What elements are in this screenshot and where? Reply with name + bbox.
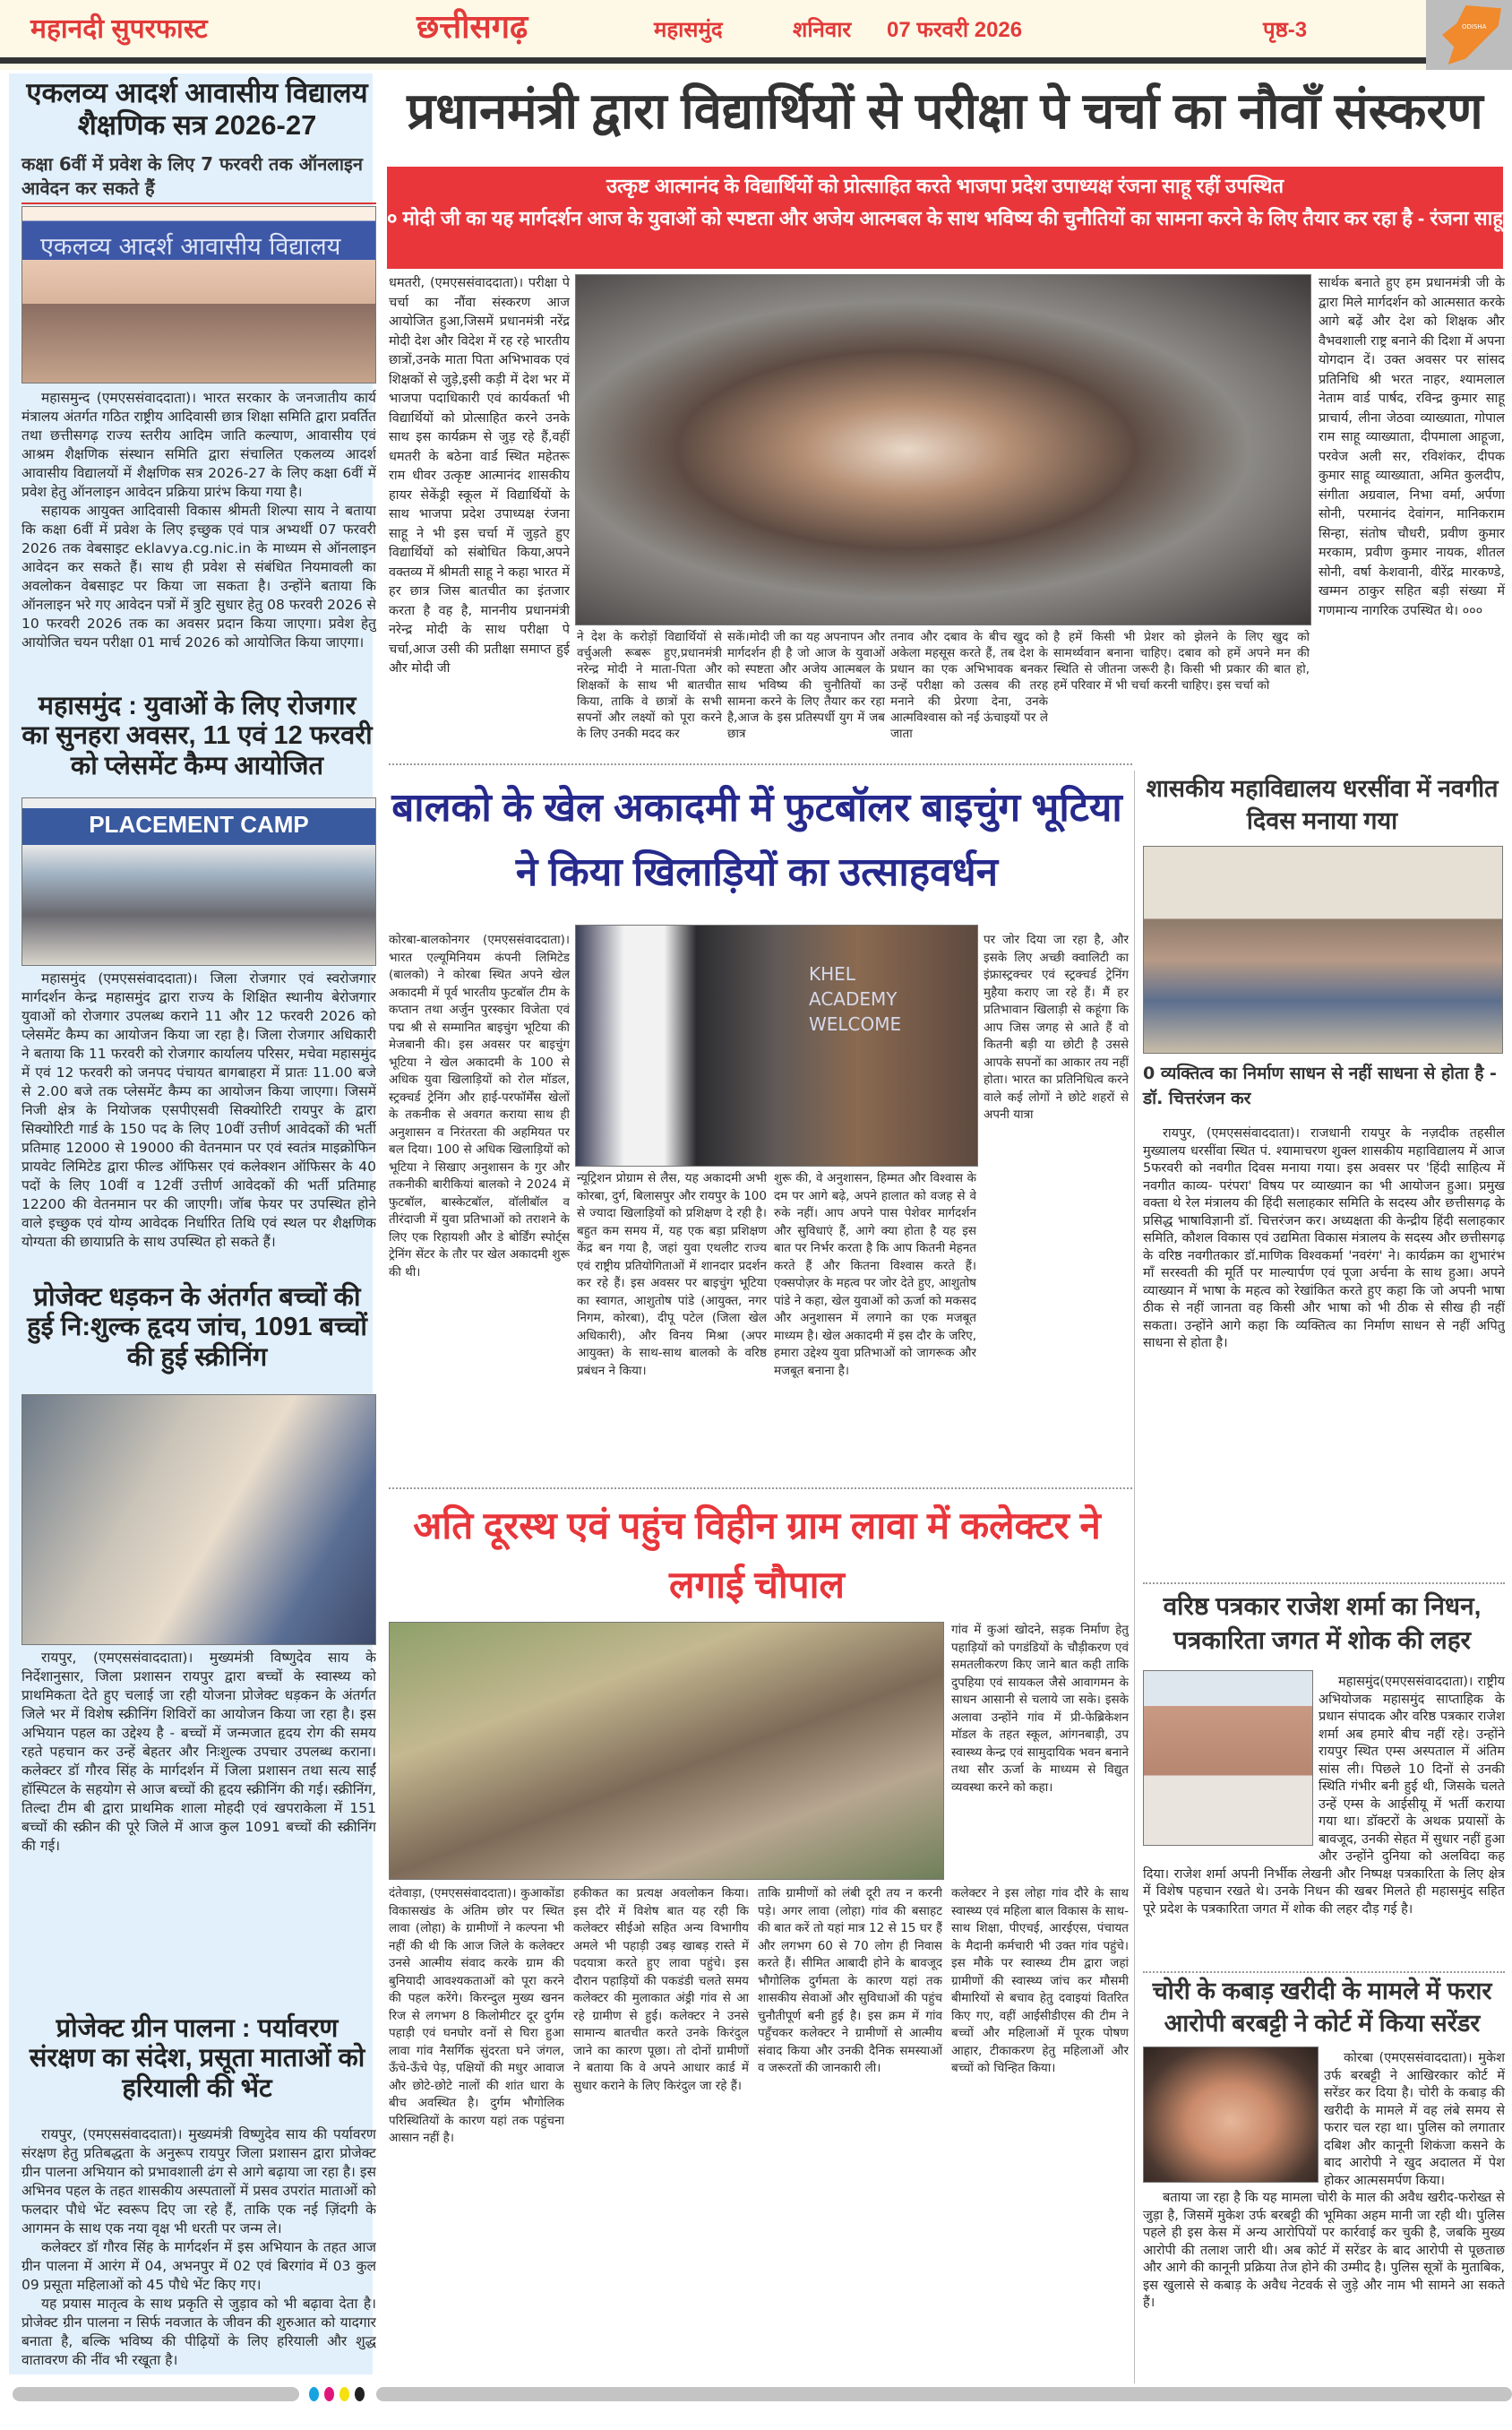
academy-banner-text: KHEL ACADEMY WELCOME (809, 963, 902, 1035)
paragraph: यह प्रयास मातृत्व के साथ प्रकृति से जुड़ाव को भी बढ़ावा देता है। प्रोजेक्ट ग्रीन पालना न सिर्फ नवजात के जीवन की शुरुआत को यादगार बनाता है, बल्कि भविष्य की पीढ़ियों के लिए हरियाली और शुद्ध वातावरण की नींव भी रखूता है। (21, 2296, 376, 2368)
eklavya-school-photo (21, 206, 376, 383)
banner-text: PLACEMENT CAMP (89, 811, 309, 838)
lead-column-2: ने देश के करोड़ों विद्यार्थियों से वर्चुअली रूबरू हुए,प्रधानमंत्री नरेन्द्र मोदी ने माता-पिता और शिक्षकों के साथ भी बातचीत किया, ताकि वे छात्रों के सभी सपनों और लक्ष्यों को पूरा करने के लिए उनकी मदद कर (577, 630, 722, 741)
paragraph: सहायक आयुक्त आदिवासी विकास श्रीमती शिल्पा साय ने बताया कि कक्षा 6वीं में प्रवेश के लिए इच्छुक एवं पात्र अभ्यर्थी 07 फरवरी 2026 तक वेबसाइट eklavya.cg.nic.in के माध्यम से ऑनलाइन आवेदन कर सकते हैं। साथ ही प्रवेश से संबंधित नियमावली का अवलोकन वेबसाइट पर किया जा सकता है। उन्होंने बताया कि ऑनलाइन भरे गए आवेदन पत्रों में त्रुटि सुधार हेतु 08 फरवरी 2026 से 10 फरवरी 2026 तक का अवसर प्रदान किया जाएगा। प्रवेश हेतु आयोजित चयन परीक्षा 01 मार्च 2026 को आयोजित किया जाएगा। (21, 503, 376, 651)
heart-screening-photo (21, 1394, 376, 1645)
lead-photo-modi-with-students (575, 274, 1311, 625)
page-number: पृष्ठ-3 (1263, 18, 1308, 42)
dhadkan-body (21, 1649, 376, 2007)
lead-quote: ० मोदी जी का यह मार्गदर्शन आज के युवाओं को स्पष्टता और अजेय आत्मबल के साथ भविष्य की चुनौतियों का सामना करने के लिए तैयार कर रहा है - रंजना साहू (387, 207, 1503, 229)
eklavya-headline: एकलव्य आदर्श आवासीय विद्यालय शैक्षणिक सत्र 2026-27 (26, 77, 368, 141)
dharsiwa-headline: शासकीय महाविद्यालय धरसींवा में नवगीत दिवस मनाया गया (1146, 775, 1499, 834)
map-label: ODISHA (1462, 23, 1487, 30)
placement-headline: महासमुंद : युवाओं के लिए रोजगार का सुनहरा अवसर, 11 एवं 12 फरवरी को प्लेसमेंट कैम्प आयोजित (21, 692, 373, 780)
column-rule (1134, 771, 1135, 2383)
divider (389, 1487, 1132, 1489)
paragraph: रायपुर, (एमएससंवाददाता)। मुख्यमंत्री विष्णुदेव साय के निर्देशानुसार, जिला प्रशासन रायपुर द्वारा बच्चों के स्वास्थ्य को प्राथमिकता देते हुए चलाई जा रही योजना प्रोजेक्ट धड़कन के अंतर्गत जिले भर में विशेष स्क्रीनिंग शिविरों का आयोजन किया जा रहा है। इस अभियान पहल का उद्देश्य है - बच्चों में जन्मजात हृदय रोग की समय रहते पहचान कर उन्हें बेहतर और निःशुल्क उपचार उपलब्ध कराना। कलेक्टर डॉ गौरव सिंह के मार्गदर्शन में जिला प्रशासन तथा सत्य साईं हॉस्पिटल के सहयोग से आज बच्चों की हृदय स्क्रीनिंग की गई। स्क्रीनिंग, तिल्दा टीम बी द्वारा प्राथमिक शाला मोहदी एवं खपराकेला में 151 बच्चों की स्क्रीन की पूरे जिले में आज कुल 1091 बच्चों की स्क्रीनिंग की गई। (21, 1650, 376, 1854)
paragraph: बताया जा रहा है कि यह मामला चोरी के माल की अवैध खरीद-फरोख्त से जुड़ा है, जिसमें मुकेश उर्फ बरबट्टी की भूमिका अहम मानी जा रही थी। पुलिस पहले ही इस केस में अन्य आरोपियों पर कार्रवाई कर चुकी है, जबकि मुख्य आरोपी की तलाश जारी थी। अब कोर्ट में सरेंडर के बाद आरोपी से पूछताछ और आगे की कानूनी प्रक्रिया तेज होने की उम्मीद है। पुलिस सूत्रों के मुताबिक, इस खुलासे से कबाड़ के अवैध नेटवर्क से जुड़े और नाम भी सामने आ सकते हैं। (1143, 2191, 1505, 2310)
lawa-column-4: कलेक्टर ने इस लोहा गांव दौरे के साथ स्वास्थ्य एवं महिला बाल विकास के साथ-साथ शिक्षा, पीएचई, आरईएस, पंचायत के मैदानी कर्मचारी भी उक्त गांव पहुंचे। इस मौके पर स्वास्थ्य टीम द्वारा जहां ग्रामीणों की स्वास्थ्य जांच कर मौसमी बीमारियों से बचाव हेतु दवाइयां वितरित किए गए, वहीं आईसीडीएस की टीम ने बच्चों और महिलाओं में पूरक पोषण आहार, टीकाकरण हेतु महिलाओं और बच्चों को चिन्हित किया। (951, 1886, 1129, 2075)
dhadkan-headline: प्रोजेक्ट धड़कन के अंतर्गत बच्चों की हुई नि:शुल्क हृदय जांच, 1091 बच्चों की हुई स्क्रीनिंग (27, 1283, 367, 1372)
lawa-chaupal-photo (389, 1622, 944, 1880)
school-sign-text: एकलव्य आदर्श आवासीय विद्यालय (40, 233, 341, 261)
lawa-headline: अति दूरस्थ एवं पहुंच विहीन ग्राम लावा में कलेक्टर ने लगाई चौपाल (413, 1504, 1101, 1606)
lead-column-6: सार्थक बनाते हुए हम प्रधानमंत्री जी के द्वारा मिले मार्गदर्शन को आत्मसात करके आगे बढ़ें और देश को शिक्षक और वैभवशाली राष्ट्र बनाने की दिशा में अपना योगदान दें। उक्त अवसर पर सांसद प्रतिनिधि श्री भरत नाहर, श्यामलाल नेताम वार्ड पार्षद, रविन्द्र कुमार साहू प्राचार्य, लीना जेठवा व्याख्याता, गोपाल राम साहू व्याख्याता, दीपमाला आहूजा, परवेज अली सर, रविशंकर, दीपक कुमार साहू व्याख्याता, अमित कुलदीप, संगीता अग्रवाल, निभा वर्मा, अर्पणा सोनी, परमानंद देवांगन, मानिकराम सिन्हा, संतोष चौधरी, प्रवीण कुमार मरकाम, प्रवीण कुमार नायक, शीतल सोनी, वर्षा केशवानी, वीरेंद्र मारकण्डे, खम्मन ठाकुर सहित बड़ी संख्या में गणमान्य नागरिक उपस्थित थे। ००० (1319, 276, 1505, 618)
newspaper-name: महानदी सुपरफास्ट (30, 14, 208, 44)
section-name: छत्तीसगढ़ (417, 8, 528, 45)
eklavya-subhead: कक्षा 6वीं में प्रवेश के लिए 7 फरवरी तक ऑनलाइन आवेदन कर सकते हैं (21, 152, 376, 204)
lawa-column-side: गांव में कुआं खोदने, सड़क निर्माण हेतु पहाड़ियों को पगडंडियों के चौड़ीकरण एवं समतलीकरण किए जाने बात कही ताकि दुपहिया एवं सायकल जैसे आवागमन के साधन आसानी से चलाये जा सके। इसके अलावा उन्होंने गांव में प्री-फेब्रिकेशन मॉडल के तहत स्कूल, आंगनबाड़ी, उप स्वास्थ्य केन्द्र एवं सामुदायिक भवन बनाने तथा सौर ऊर्जा के माध्यम से विद्युत व्यवस्था करने को कहा। (951, 1623, 1129, 1795)
balco-photo-bhutia (575, 925, 978, 1167)
green-palna-body (21, 2125, 376, 2369)
paragraph: रायपुर, (एमएससंवाददाता)। राजधानी रायपुर के नज़दीक तहसील मुख्यालय धरसींवा स्थित पं. श्यामाचरण शुक्ल शासकीय महाविद्यालय में आज 5फरवरी को नवगीत दिवस मनाया गया। इस अवसर पर 'हिंदी साहित्य में नवगीत काव्य- परंपरा' विषय पर व्याख्यान का भी आयोजन हुआ। प्रमुख वक्ता थे रेल मंत्रालय की हिंदी सलाहकार समिति के सदस्य और छत्तीसगढ़ के प्रसिद्ध भाषाविज्ञानी डॉ. चित्तरंजन कर। अध्यक्षता की केन्द्रीय हिंदी सलाहकार समिति, कौशल विकास एवं उद्यमिता विकास मंत्रालय के सदस्य और छत्तीसगढ़ के वरिष्ठ नवगीतकार डॉ.माणिक विश्वकर्मा 'नवरंग' ने। कार्यक्रम का शुभारंभ माँ सरस्वती की मूर्ति पर माल्यार्पण एवं पूजा अर्चना के साथ हुआ। अपने व्याख्यान में भाषा के महत्व को रेखांकित करते हुए कहा कि जो अपनी भाषा ठीक से नहीं जानता वह किसी और भाषा को भी ठीक से सीख ही नहीं सकता। उन्होंने आगे कहा कि व्यक्तित्व का निर्माण साधन से नहीं अपितु साधना से होता है। (1143, 1126, 1505, 1350)
lead-deck: उत्कृष्ट आत्मानंद के विद्यार्थियों को प्रोत्साहित करते भाजपा प्रदेश उपाध्यक्ष रंजना साहू रहीं उपस्थित (606, 175, 1284, 197)
paragraph: महासमुंद(एमएससंवाददाता)। राष्ट्रीय अभियोजक महासमुंद साप्ताहिक के प्रधान संपादक और वरिष्ठ पत्रकार राजेश शर्मा अब हमारे बीच नहीं रहे। उन्होंने रायपुर स्थित एम्स अस्पताल में अंतिम सांस ली। पिछले 10 दिनों से उनकी स्थिति गंभीर बनी हुई थी, जिसके चलते उन्हें एम्स के आईसीयू में भर्ती कराया गया था। डॉक्टरों के अथक प्रयासों के बावजूद, उनकी सेहत में सुधार नहीं हुआ और उन्होंने दुनिया को अलविदा कह दिया। राजेश शर्मा अपनी निर्भीक लेखनी और निष्पक्ष पत्रकारिता के लिए क्षेत्र में विशेष पहचान रखते थे। उनके निधन की खबर मिलते ही महासमुंद सहित पूरे प्रदेश के पत्रकारिता जगत में शोक की लहर दौड़ गई है। (1143, 1675, 1505, 1917)
paragraph: महासमुंद (एमएससंवाददाता)। जिला रोजगार एवं स्वरोजगार मार्गदर्शन केन्द्र महासमुंद द्वारा राज्य के शिक्षित स्थानीय बेरोजगार युवाओं को रोजगार उपलब्ध कराने 11 और 12 फरवरी 2026 को प्लेसमेंट कैम्प का आयोजन किया जा रहा है। जिला रोजगार अधिकारी ने बताया कि 11 फरवरी को रोजगार कार्यालय परिसर, मचेवा महासमुंद में एवं 12 फरवरी को जनपद पंचायत बागबाहरा में प्रातः 11.00 बजे से 2.00 बजे तक प्लेसमेंट कैम्प का आयोजन किया जाएगा। जिसमें निजी क्षेत्र के नियोजक एसपीएसवी सिक्योरिटी रायपुर के द्वारा सिक्योरिटी गार्ड के 150 पद के लिए 10वीं उत्तीर्ण आवेदकों की भर्ती प्रतिमाह 12000 से 19000 की वेतनमान पर एवं स्वतंत्र माइक्रोफिन प्रायवेट लिमिटेड द्वारा फील्ड ऑफिसर एवं कलेक्शन ऑफिसर के 40 पदों के लिए 10वीं व 12वीं उत्तीर्ण आवेदकों की भर्ती प्रतिमाह 12200 की वेतनमान पर की जाएगी। जॉब फेयर पर उपस्थित होने वाले इच्छुक एवं योग्य आवेदक निर्धारित तिथि एवं स्थल पर शैक्षणिक योग्यता की छायाप्रति के साथ उपस्थित हो सकते हैं। (21, 970, 376, 1250)
black-dot-icon (355, 2387, 365, 2401)
paragraph: कलेक्टर डॉ गौरव सिंह के मार्गदर्शन में इस अभियान के तहत आज ग्रीन पालना में आरंग में 04, अभनपुर में 02 एवं बिरगांव में 03 कुल 09 प्रसूता महिलाओं को 45 पौधे भेंट किए गए। (21, 2239, 376, 2293)
divider (389, 763, 1132, 765)
paragraph: महासमुन्द (एमएससंवाददाता)। भारत सरकार के जनजातीय कार्य मंत्रालय अंतर्गत गठित राष्ट्रीय आदिवासी छात्र शिक्षा समिति द्वारा प्रवर्तित तथा छत्तीसगढ़ राज्य स्तरीय आदिम जाति कल्याण, आवासीय एवं आश्रम शैक्षणिक संस्थान समिति द्वारा संचालित एकलव्य आदर्श आवासीय विद्यालयों में शैक्षणिक सत्र 2026-27 के लिए कक्षा 6वीं में प्रवेश हेतु ऑनलाइन आवेदन प्रक्रिया प्रारंभ किया गया है। (21, 390, 376, 500)
lawa-column-3: ताकि ग्रामीणों को लंबी दूरी तय न करनी पड़े। अगर लावा (लोहा) गांव की बसाहट की बात करें तो यहां मात्र 12 से 15 घर हैं और लगभग 60 से 70 लोग ही निवास करते हैं। सीमित आबादी होने के बावजूद भौगोलिक दुर्गमता के कारण यहां तक शासकीय सेवाओं और सुविधाओं की पहुंच चुनौतीपूर्ण बनी हुई है। इस क्रम में गांव पहुँचकर कलेक्टर ने ग्रामीणों से आत्मीय संवाद किया और उनकी दैनिक समस्याओं व जरूरतों की जानकारी ली। (758, 1886, 942, 2075)
placement-camp-photo (21, 797, 376, 966)
theft-case-headline: चोरी के कबाड़ खरीदी के मामले में फरार आरोपी बरबट्टी ने कोर्ट में किया सरेंडर (1152, 1978, 1492, 2037)
lead-column-5: है हमें किसी भी प्रेशर को झेलने के लिए खुद को सामर्थ्यवान बनाना चाहिए। दबाव को हमें अपने मन की स्थिति से जीतना जरूरी है। किसी भी प्रकार की बात हो, हमें परिवार में भी चर्चा करनी चाहिए। इस चर्चा को (1053, 630, 1310, 693)
dharsiwa-group-photo (1143, 846, 1503, 1054)
balco-headline: बालको के खेल अकादमी में फुटबॉलर बाइचुंग भूटिया ने किया खिलाड़ियों का उत्साहवर्धन (391, 786, 1122, 894)
dharsiwa-subhead: 0 व्यक्तित्व का निर्माण साधन से नहीं साधना से होता है - डॉ. चित्तरंजन कर (1143, 1064, 1497, 1108)
state-map-icon (1426, 0, 1512, 70)
divider (1143, 1971, 1505, 1973)
lawa-column-2: हकीकत का प्रत्यक्ष अवलोकन किया। इस दौरे में विशेष बात यह रही कि कलेक्टर सीईओ सहित अन्य विभागीय अमले भी पहाड़ी उबड़ खाबड़ रास्ते में पदयात्रा करते हुए लावा पहुंचे। इस दौरान पहाड़ियों की पकडंडी चलते समय कलेक्टर की मुलाकात अंड्री गांव से आ रहे ग्रामीण से हुई। कलेक्टर ने उनसे सामान्य बातचीत करते उनके किरंदुल जाने का कारण पूछा। तो दोनों ग्रामीणों ने बताया कि वे अपने आधार कार्ड में सुधार कराने के लिए किरंदुल जा रहे हैं। (573, 1886, 749, 2093)
dharsiwa-body (1143, 1125, 1505, 1564)
lead-column-3: सकें।मोदी जी का यह अपनापन और मार्गदर्शन ही है जो आज के युवाओं को स्पष्टता और अजेय आत्मबल के साथ भविष्य की चुनौतियों का सामना करने के लिए तैयार कर रहा है,आज के इस प्रतिस्पर्धी युग में जब छात्र (727, 630, 885, 741)
date: 07 फरवरी 2026 (887, 18, 1023, 42)
paragraph: कोरबा (एमएससंवाददाता)। मुकेश उर्फ बरबट्टी ने आखिरकार कोर्ट में सरेंडर कर दिया है। चोरी के कबाड़ की खरीदी के मामले में वह लंबे समय से फरार चल रहा था। पुलिस को लगातार दबिश और कानूनी शिकंजा कसने के बाद आरोपी ने खुद अदालत में पेश होकर आत्मसमर्पण किया। (1324, 2051, 1505, 2188)
cyan-dot-icon (309, 2387, 319, 2401)
edition-city: महासमुंद (654, 18, 723, 42)
balco-column-3: शुरू की, वे अनुशासन, हिम्मत और विश्वास के दम पर आगे बढ़े, अपने हालात को वजह से वे रुके नहीं। आप अपने पास पेशेवर मार्गदर्शन और सुविधाएं हैं, आगे क्या होता है यह इस बात पर निर्भर करता है कि आप कितनी मेहनत करते हैं और कितना विश्वास करते हैं। एक्सपोज़र के महत्व पर जोर देते हुए, आशुतोष पांडे ने कहा, खेल युवाओं को ऊर्जा को मकसद और अनुशासन में लगाने का एक मजबूत माध्यम है। खेल अकादमी में इस दौर के जरिए, हमारा उद्देश्य युवा प्रतिभाओं को जागरूक और मजबूत बनाना है। (774, 1171, 976, 1378)
paragraph: रायपुर, (एमएससंवाददाता)। मुख्यमंत्री विष्णुदेव साय की पर्यावरण संरक्षण हेतु प्रतिबद्धता के अनुरूप रायपुर जिला प्रशासन द्वारा प्रोजेक्ट ग्रीन पालना अभियान को प्रभावशाली ढंग से आगे बढ़ाया जा रहा है। इस अभिनव पहल के तहत शासकीय अस्पतालों में प्रसव उपरांत माताओं को फलदार पौधे भेंट स्वरूप दिए जा रहे हैं, ताकि एक नई ज़िंदगी के आगमन के साथ एक नया वृक्ष भी धरती पर जन्म ले। (21, 2126, 376, 2236)
balco-column-1: कोरबा-बालकोनगर (एमएससंवाददाता)। भारत एल्यूमिनियम कंपनी लिमिटेड (बालको) ने कोरबा स्थित अपने खेल अकादमी में पूर्व भारतीय फुटबॉल टीम के कप्तान तथा अर्जुन पुरस्कार विजेता एवं पद्म श्री से सम्मानित बाइचुंग भूटिया की मेजबानी की। इस अवसर पर बाइचुंग भूटिया ने खेल अकादमी के 100 से अधिक युवा खिलाड़ियों को रोल मॉडल, स्ट्रक्चर्ड ट्रेनिंग और हाई-परफॉर्मेंस खेलों के तकनीक से अवगत कराया साथ ही अनुशासन व निरंतरता की अहमियत पर बल दिया। 100 से अधिक खिलाड़ियों को भूटिया ने सिखाए अनुशासन के गुर और तकनीकी बारीकियां बालको ने 2024 में फुटबॉल, बास्केटबॉल, वॉलीबॉल व तीरंदाजी में युवा प्रतिभाओं को तराशने के लिए एक रिहायशी और डे बोर्डिंग स्पोर्ट्स ट्रेनिंग सेंटर के तौर पर खेल अकादमी शुरू की थी। (389, 933, 570, 1280)
magenta-dot-icon (324, 2387, 334, 2401)
print-bar (13, 2387, 299, 2401)
green-palna-headline: प्रोजेक्ट ग्रीन पालना : पर्यावरण संरक्षण का संदेश, प्रसूता माताओं को हरियाली की भेंट (29, 2014, 365, 2103)
lead-column-1: धमतरी, (एमएससंवाददाता)। परीक्षा पे चर्चा का नौंवा संस्करण आज आयोजित हुआ,जिसमें प्रधानमंत्री नरेंद्र मोदी देश और विदेश में रह रहे भारतीय छात्रों,उनके माता पिता अभिभावक एवं शिक्षकों से जुड़े,इसी कड़ी में देश भर में भाजपा पदाधिकारी एवं कार्यकर्ता भी विद्यार्थियों को प्रोत्साहित करने उनके साथ इस कार्यक्रम से जुड़ रहे हैं,वहीं धमतरी के बठेना वार्ड स्थित महेतरू राम धीवर उत्कृष्ट आत्मानंद शासकीय हायर सेकेंड्री स्कूल में विद्यार्थियों के साथ भाजपा प्रदेश उपाध्यक्ष रंजना साहू ने भी इस चर्चा में जुड़ते हुए विद्यार्थियों को संबोधित किया,अपने वक्तव्य में श्रीमती साहू ने कहा भारत में हर छात्र जिस बातचीत का इंतजार करता है वह है, माननीय प्रधानमंत्री नरेन्द्र मोदी के साथ परीक्षा पे चर्चा,आज उसी की प्रतीक्षा समाप्त हुई और मोदी जी (389, 276, 570, 676)
left-column (9, 73, 376, 2374)
day: शनिवार (793, 18, 852, 42)
balco-column-2: न्यूट्रिशन प्रोग्राम से लैस, यह अकादमी अभी कोरबा, दुर्ग, बिलासपुर और रायपुर के 100 से ज्यादा खिलाड़ियों को प्रशिक्षण दे रही है। बहुत कम समय में, यह एक बड़ा प्रशिक्षण केंद्र बन गया है, जहां युवा एथलीट राज्य एवं राष्ट्रीय प्रतियोगिताओं में शानदार प्रदर्शन कर रहे हैं। इस अवसर पर बाइचुंग भूटिया का स्वागत, आशुतोष पांडे (आयुक्त, नगर निगम, कोरबा), दीपू पटेल (जिला खेल अधिकारी), और विनय मिश्रा (अपर आयुक्त) के साथ-साथ बालको के वरिष्ठ प्रबंधन ने किया। (577, 1171, 767, 1378)
divider (1143, 1582, 1505, 1584)
lead-headline: प्रधानमंत्री द्वारा विद्यार्थियों से परीक्षा पे चर्चा का नौवाँ संस्करण (407, 82, 1483, 139)
print-bar (376, 2387, 1512, 2401)
header-rule (0, 57, 1426, 64)
eklavya-body (21, 389, 376, 683)
lead-deck-box (387, 167, 1503, 269)
cmyk-registration-marks (309, 2387, 365, 2401)
lawa-column-1: दंतेवाड़ा, (एमएससंवाददाता)। कुआकोंडा विकासखंड के अंतिम छोर पर स्थित लावा (लोहा) के ग्रामीणों ने कल्पना भी नहीं की थी कि आज जिले के कलेक्टर उनसे आत्मीय संवाद करके ग्राम की बुनियादी आवश्यकताओं को पूरा करने की पहल करेंगे। किरन्दुल मुख्य खनन रिज से लगभग 8 किलोमीटर दूर दुर्गम पहाड़ी एवं घनघोर वनों से घिरा हुआ लावा गांव नैसर्गिक सुंदरता घने जंगल, ऊँचे-ऊँचे पेड़, पक्षियों की मधुर आवाज और छोटे-छोटे नालों की शांत धारा के बीच अवस्थित है। दुर्गम भौगोलिक परिस्थितियों के कारण यहां तक पहुंचना आसान नहीं है। (389, 1886, 564, 2145)
obituary-body (1143, 1674, 1505, 1966)
obituary-headline: वरिष्ठ पत्रकार राजेश शर्मा का निधन, पत्रकारिता जगत में शोक की लहर (1163, 1592, 1482, 1654)
placement-body (21, 969, 376, 1270)
lead-column-4: तनाव और दबाव के बीच खुद को अकेला महसूस करते हैं, तब देश के प्रधान का एक अभिभावक बनकर उन्हें परीक्षा को उत्सव की तरह मनाने की प्रेरणा देना, उनके आत्मविश्वास को नई ऊंचाइयों पर ले जाता (890, 630, 1048, 741)
yellow-dot-icon (339, 2387, 349, 2401)
theft-case-body (1143, 2050, 1505, 2378)
balco-column-4: पर जोर दिया जा रहा है, और इसके लिए अच्छी क्वालिटी का इंफ्रास्ट्रक्चर एवं स्ट्रक्चर्ड ट्रेनिंग मुहैया कराए जा रहे हैं। मैं हर प्रतिभावान खिलाड़ी से कहूंगा कि आप जिस जगह से आते हैं वो कितनी बड़ी या छोटी है उससे आपके सपनों का आकार तय नहीं होता। भारत का प्रतिनिधित्व करने वाले कई लोगों ने छोटे शहरों से अपनी यात्रा (984, 933, 1129, 1122)
